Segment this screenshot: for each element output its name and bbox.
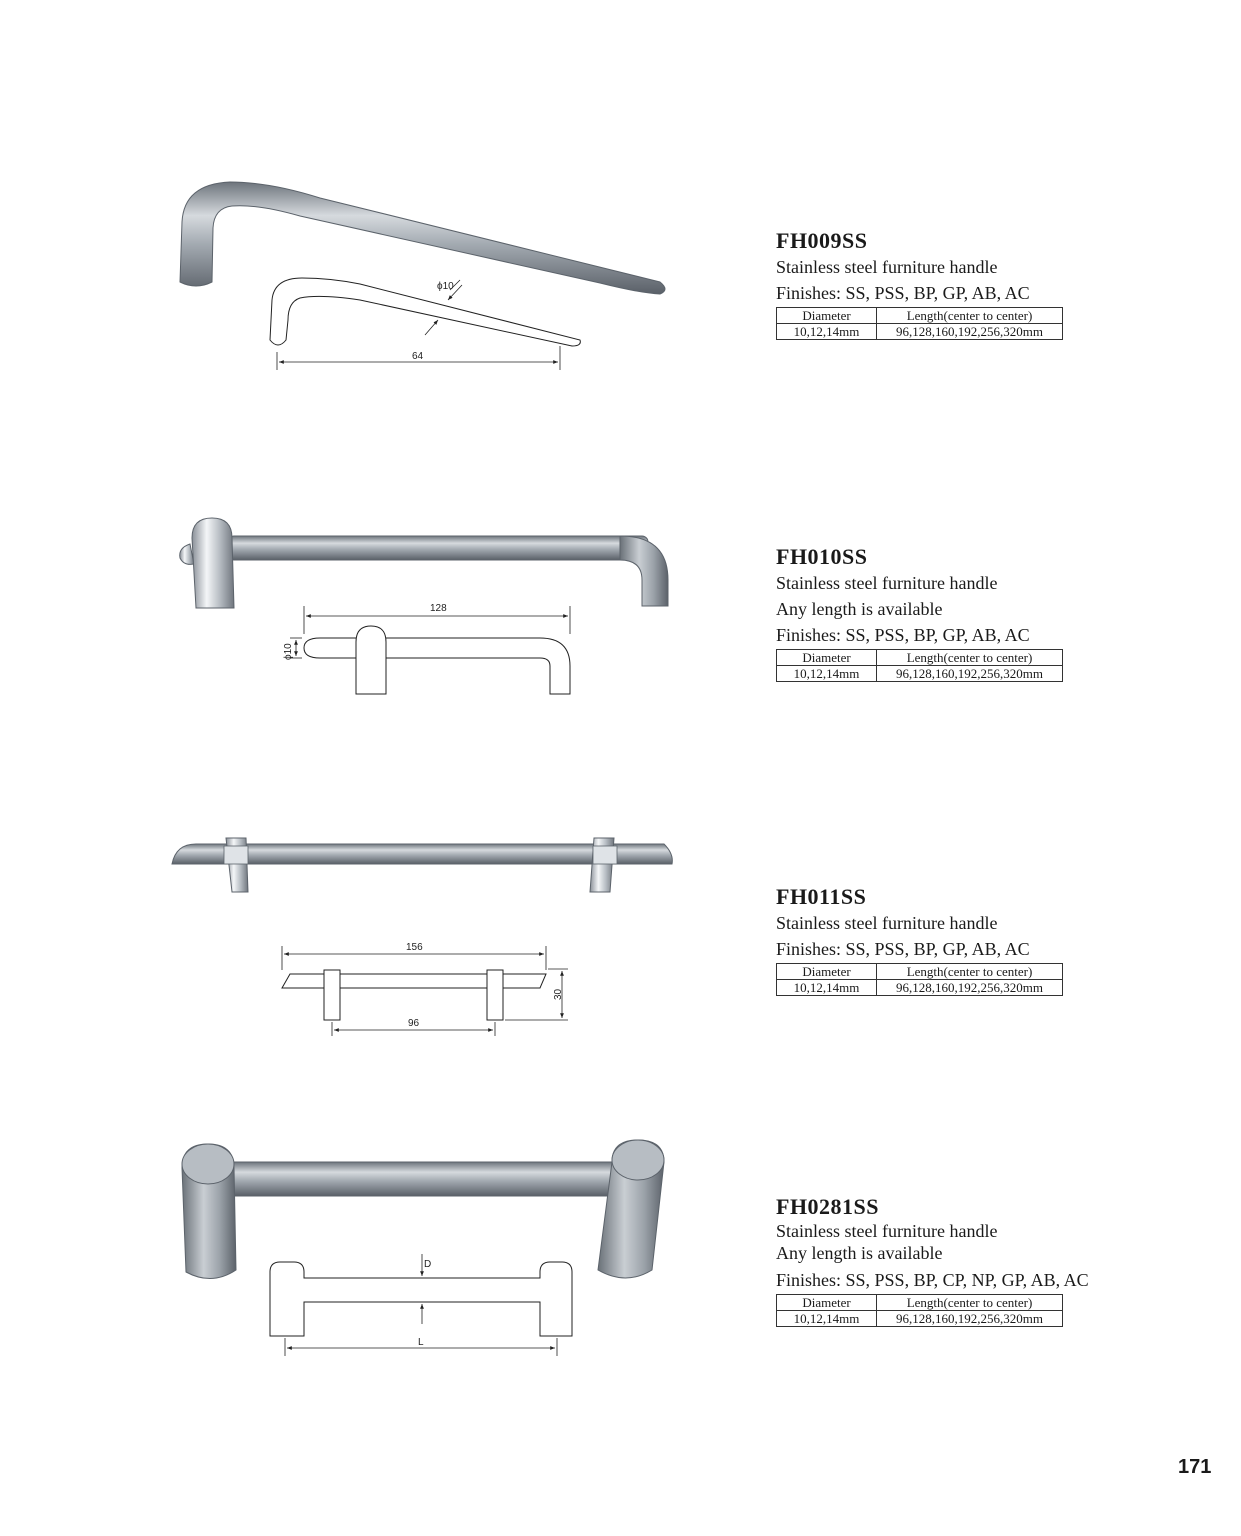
table-cell-length: 96,128,160,192,256,320mm bbox=[877, 666, 1063, 682]
product-fh011ss bbox=[0, 780, 1241, 1100]
table-header-diameter: Diameter bbox=[777, 1295, 877, 1311]
product-description: Stainless steel furniture handle bbox=[776, 913, 998, 933]
fh009ss-photo bbox=[180, 182, 665, 294]
table-cell-length: 96,128,160,192,256,320mm bbox=[877, 324, 1063, 340]
fh009ss-drawing bbox=[270, 278, 580, 346]
table-header-length: Length(center to center) bbox=[877, 650, 1063, 666]
table-header-row bbox=[777, 1295, 1063, 1311]
fh011ss-illustration bbox=[0, 780, 760, 1100]
fh0281ss-illustration bbox=[0, 1100, 760, 1400]
table-cell-diameter: 10,12,14mm bbox=[777, 980, 877, 996]
fh011ss-info bbox=[776, 884, 1063, 996]
product-finishes: Finishes: SS, PSS, BP, GP, AB, AC bbox=[776, 283, 1030, 303]
fh0281ss-dim-diameter: D bbox=[424, 1259, 432, 1270]
product-length-note: Any length is available bbox=[776, 599, 943, 619]
fh0281ss-drawing bbox=[270, 1262, 572, 1336]
spec-table bbox=[776, 963, 1063, 996]
product-description: Stainless steel furniture handle bbox=[776, 573, 998, 593]
table-header-diameter: Diameter bbox=[777, 650, 877, 666]
fh009ss-dim-diameter: ϕ10 bbox=[437, 281, 454, 292]
fh009ss-illustration bbox=[0, 0, 760, 420]
product-finishes: Finishes: SS, PSS, BP, GP, AB, AC bbox=[776, 939, 1030, 959]
fh0281ss-dim-length: L bbox=[418, 1337, 424, 1348]
table-header-diameter: Diameter bbox=[777, 308, 877, 324]
table-header-row bbox=[777, 308, 1063, 324]
spec-table bbox=[776, 649, 1063, 682]
fh011ss-dim-overall: 156 bbox=[406, 942, 423, 953]
fh011ss-drawing bbox=[282, 974, 546, 988]
table-cell-diameter: 10,12,14mm bbox=[777, 666, 877, 682]
product-finishes: Finishes: SS, PSS, BP, GP, AB, AC bbox=[776, 625, 1030, 645]
table-row bbox=[777, 666, 1063, 682]
fh010ss-drawing bbox=[304, 638, 570, 694]
fh010ss-photo bbox=[192, 518, 234, 608]
table-cell-diameter: 10,12,14mm bbox=[777, 324, 877, 340]
table-row bbox=[777, 1311, 1063, 1327]
product-code: FH010SS bbox=[776, 544, 868, 569]
product-code: FH009SS bbox=[776, 228, 868, 253]
fh011ss-dim-center: 96 bbox=[408, 1018, 420, 1029]
product-description: Stainless steel furniture handle bbox=[776, 1221, 998, 1241]
fh009ss-dim-length: 64 bbox=[412, 351, 424, 362]
fh0281ss-info bbox=[776, 1194, 1089, 1327]
product-length-note: Any length is available bbox=[776, 1243, 943, 1263]
page-number: 171 bbox=[1178, 1456, 1212, 1478]
product-fh009ss bbox=[0, 0, 1241, 420]
table-cell-length: 96,128,160,192,256,320mm bbox=[877, 980, 1063, 996]
fh0281ss-photo bbox=[226, 1162, 620, 1196]
fh010ss-info bbox=[776, 544, 1063, 682]
spec-table bbox=[776, 307, 1063, 340]
fh010ss-dim-length: 128 bbox=[430, 603, 447, 614]
product-fh0281ss bbox=[0, 1100, 1241, 1400]
product-description: Stainless steel furniture handle bbox=[776, 257, 998, 277]
product-code: FH0281SS bbox=[776, 1194, 880, 1219]
table-header-row bbox=[777, 964, 1063, 980]
product-fh010ss bbox=[0, 420, 1241, 780]
table-header-length: Length(center to center) bbox=[877, 1295, 1063, 1311]
fh010ss-illustration bbox=[0, 420, 760, 780]
table-row bbox=[777, 980, 1063, 996]
table-row bbox=[777, 324, 1063, 340]
product-code: FH011SS bbox=[776, 884, 867, 909]
table-header-length: Length(center to center) bbox=[877, 308, 1063, 324]
fh011ss-dim-height: 30 bbox=[553, 988, 564, 1000]
table-header-diameter: Diameter bbox=[777, 964, 877, 980]
table-header-length: Length(center to center) bbox=[877, 964, 1063, 980]
table-cell-length: 96,128,160,192,256,320mm bbox=[877, 1311, 1063, 1327]
product-finishes: Finishes: SS, PSS, BP, CP, NP, GP, AB, AC bbox=[776, 1270, 1089, 1290]
fh010ss-dim-diameter: ϕ10 bbox=[283, 643, 294, 660]
fh009ss-info bbox=[776, 228, 1063, 340]
table-cell-diameter: 10,12,14mm bbox=[777, 1311, 877, 1327]
spec-table bbox=[776, 1294, 1063, 1327]
table-header-row bbox=[777, 650, 1063, 666]
